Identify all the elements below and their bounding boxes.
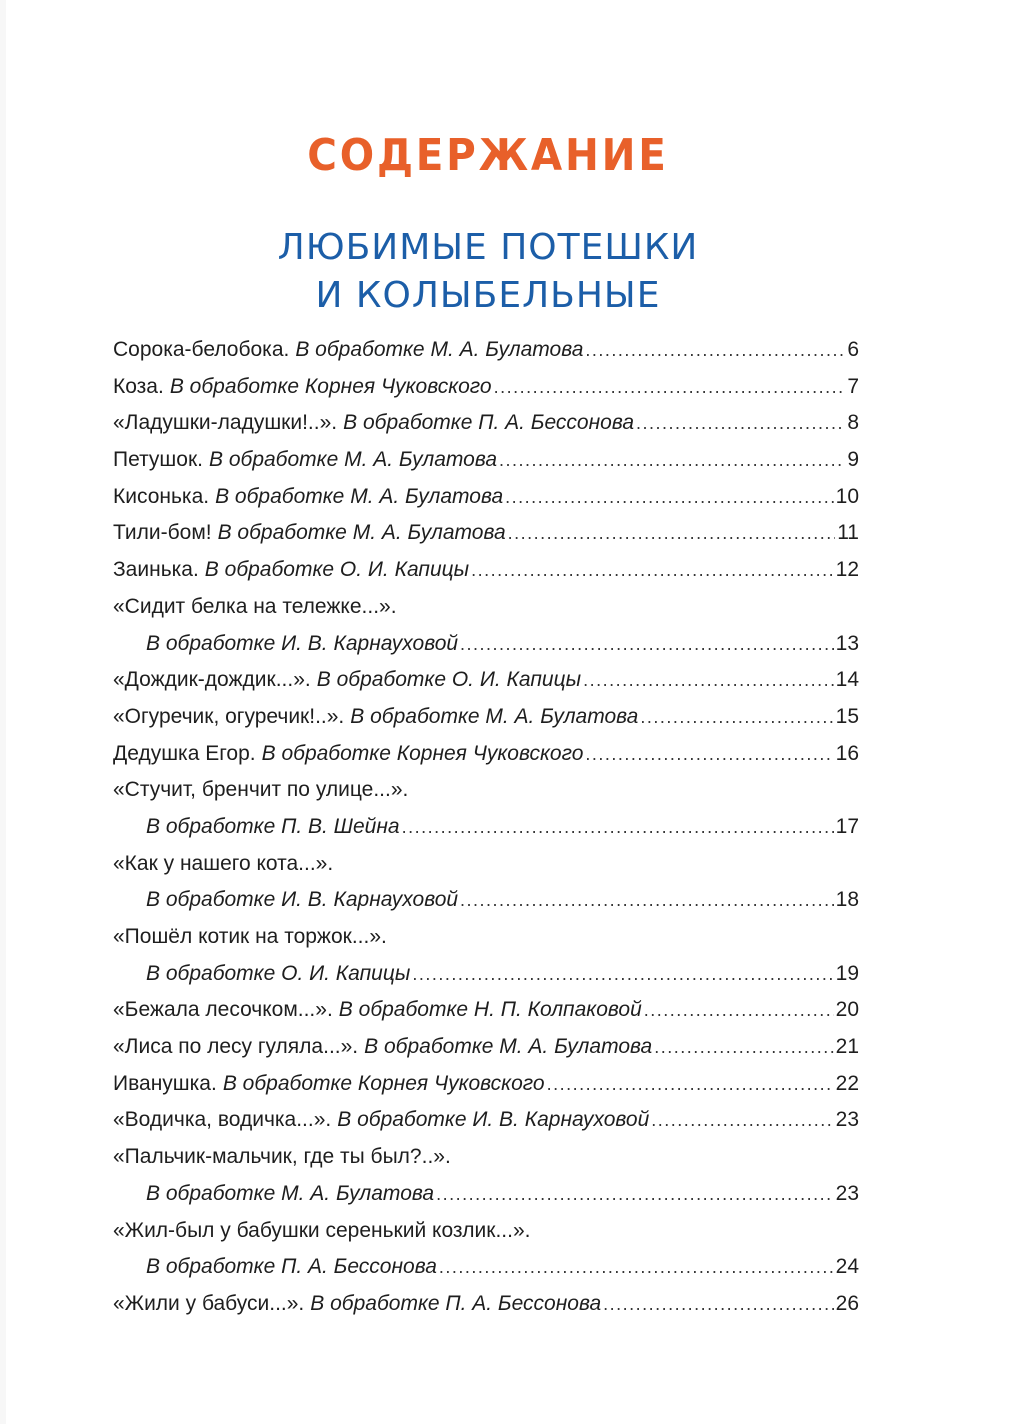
page-edge: [0, 0, 6, 1424]
toc-entry-line: [113, 1286, 859, 1323]
toc-entry-adaptation-line: [113, 956, 859, 993]
toc-entry-line: [113, 515, 859, 552]
toc-entry[interactable]: [113, 369, 859, 406]
toc-entry[interactable]: [113, 699, 859, 736]
dot-leader: [439, 1249, 834, 1286]
toc-entry-title: «Пошёл котик на торжок...».: [113, 925, 387, 948]
toc-entry-adaptation: В обработке П. А. Бессонова: [310, 1291, 602, 1315]
toc-entry-line: [113, 369, 859, 406]
toc-entry[interactable]: [113, 442, 859, 479]
toc-entry[interactable]: [113, 1066, 859, 1103]
toc-entry-title: Тили-бом!: [113, 521, 212, 545]
toc-entry-title: «Как у нашего кота...».: [113, 851, 334, 875]
toc-entry-page-number: 20: [835, 998, 859, 1022]
toc-entry-adaptation: В обработке О. И. Капицы: [316, 668, 582, 692]
section-title: [0, 224, 976, 320]
toc-entry-page-number: 12: [835, 558, 859, 582]
section-title-line-1: ЛЮБИМЫЕ ПОТЕШКИ: [277, 227, 699, 268]
toc-entry-adaptation: В обработке М. А. Булатова: [350, 704, 639, 728]
toc-entry-adaptation: В обработке М. А. Булатова: [146, 1181, 435, 1205]
dot-leader: [471, 552, 834, 589]
toc-entry-title: «Водичка, водичка...».: [113, 1108, 332, 1132]
toc-entry-adaptation: В обработке М. А. Булатова: [208, 448, 498, 472]
toc-entry-title: Иванушка.: [113, 1071, 217, 1095]
toc-entry[interactable]: [113, 479, 859, 516]
toc-entry-line: [113, 405, 859, 442]
toc-entry-adaptation: В обработке Н. П. Колпаковой: [338, 998, 642, 1022]
dot-leader: [508, 515, 836, 552]
toc-entry-adaptation: В обработке И. В. Карнауховой: [337, 1108, 650, 1132]
toc-entry-page-number: 22: [835, 1071, 859, 1095]
toc-entry-page-number: 10: [835, 484, 859, 508]
toc-entry-title-line: [113, 772, 859, 809]
toc-entry-title: «Пальчик-мальчик, где ты был?..».: [113, 1145, 451, 1169]
toc-entry-title: «Жил-был у бабушки серенький козлик...».: [113, 1218, 531, 1242]
toc-entry-page-number: 15: [835, 704, 859, 728]
toc-entry-title: «Лиса по лесу гуляла...».: [113, 1035, 359, 1059]
table-of-contents: [113, 332, 859, 1323]
toc-entry[interactable]: [113, 992, 859, 1029]
dot-leader: [402, 809, 834, 846]
toc-entry[interactable]: [113, 1213, 859, 1286]
toc-entry-adaptation: В обработке О. И. Капицы: [146, 961, 411, 985]
toc-entry-page-number: 7: [847, 374, 859, 398]
toc-entry-adaptation: В обработке Корнея Чуковского: [169, 374, 492, 398]
toc-entry-line: [113, 699, 859, 736]
toc-entry[interactable]: [113, 589, 859, 662]
toc-entry-line: [113, 552, 859, 589]
toc-entry-title: Петушок.: [113, 448, 203, 472]
toc-entry-adaptation: В обработке М. А. Булатова: [295, 338, 584, 361]
toc-entry-adaptation: В обработке П. А. Бессонова: [146, 1255, 437, 1279]
toc-entry[interactable]: [113, 552, 859, 589]
page-title: СОДЕРЖАНИЕ: [307, 130, 669, 181]
toc-entry[interactable]: [113, 1139, 859, 1212]
dot-leader: [547, 1066, 834, 1103]
toc-entry[interactable]: [113, 332, 859, 369]
toc-entry-title: Дедушка Егор.: [113, 741, 256, 765]
toc-entry-title: «Дождик-дождик...».: [113, 668, 311, 692]
toc-entry-title: Коза.: [113, 374, 164, 398]
toc-entry-title-line: [113, 1139, 859, 1176]
toc-entry-title: «Огуречик, огуречик!..».: [113, 704, 345, 728]
dot-leader: [460, 882, 834, 919]
toc-entry-page-number: 18: [835, 888, 859, 912]
toc-entry-page-number: 8: [847, 411, 859, 435]
toc-entry-page-number: 23: [835, 1108, 859, 1132]
dot-leader: [412, 956, 833, 993]
toc-entry-adaptation: В обработке И. В. Карнауховой: [146, 888, 459, 912]
toc-entry-adaptation: В обработке О. И. Капицы: [204, 558, 470, 582]
toc-entry-line: [113, 479, 859, 516]
toc-entry-title-line: [113, 1213, 859, 1250]
dot-leader: [654, 1029, 833, 1066]
toc-entry[interactable]: [113, 919, 859, 992]
toc-entry-adaptation-line: [113, 882, 859, 919]
dot-leader: [505, 479, 833, 516]
toc-entry-line: [113, 992, 859, 1029]
toc-entry-title: «Жили у бабуси...».: [113, 1291, 305, 1315]
toc-entry-adaptation: В обработке Корнея Чуковского: [222, 1071, 545, 1095]
dot-leader: [585, 736, 833, 773]
toc-entry-adaptation-line: [113, 809, 859, 846]
toc-entry-title: Кисонька.: [113, 484, 210, 508]
toc-entry-page-number: 9: [847, 448, 859, 472]
toc-entry-title-line: [113, 589, 859, 626]
dot-leader: [499, 442, 845, 479]
toc-entry-line: [113, 442, 859, 479]
toc-entry-line: [113, 662, 859, 699]
dot-leader: [603, 1286, 834, 1323]
toc-entry[interactable]: [113, 1029, 859, 1066]
toc-entry-page-number: 26: [835, 1291, 859, 1315]
toc-entry-title: Заинька.: [113, 558, 199, 582]
toc-entry-line: [113, 736, 859, 773]
toc-entry-page-number: 24: [835, 1255, 859, 1279]
toc-entry-title-line: [113, 846, 859, 883]
dot-leader: [644, 992, 834, 1029]
dot-leader: [585, 332, 845, 369]
dot-leader: [640, 699, 833, 736]
toc-entry[interactable]: [113, 1102, 859, 1139]
toc-entry-page-number: 14: [835, 668, 859, 692]
toc-entry-line: [113, 332, 859, 369]
toc-entry-title-line: [113, 919, 859, 956]
toc-entry[interactable]: [113, 736, 859, 773]
toc-entry-page-number: 17: [835, 814, 859, 838]
toc-entry-title: «Стучит, бренчит по улице...».: [113, 778, 409, 802]
dot-leader: [494, 369, 846, 406]
toc-entry-page-number: 21: [835, 1035, 859, 1059]
toc-entry[interactable]: [113, 1286, 859, 1323]
toc-entry-page-number: 6: [847, 338, 859, 361]
toc-entry-line: [113, 1102, 859, 1139]
toc-entry-title: Сорока-белобока.: [113, 338, 290, 361]
toc-entry-adaptation-line: [113, 1249, 859, 1286]
dot-leader: [636, 405, 845, 442]
toc-entry-page-number: 23: [835, 1181, 859, 1205]
toc-entry-adaptation: В обработке М. А. Булатова: [215, 484, 504, 508]
toc-entry-adaptation: В обработке И. В. Карнауховой: [146, 631, 459, 655]
dot-leader: [436, 1176, 834, 1213]
toc-entry-title: «Сидит белка на тележке...».: [113, 594, 397, 618]
toc-entry-title: «Ладушки-ладушки!..».: [113, 411, 338, 435]
toc-entry-adaptation: В обработке М. А. Булатова: [364, 1035, 653, 1059]
dot-leader: [651, 1102, 833, 1139]
toc-entry-page-number: 11: [837, 521, 859, 545]
toc-entry-page-number: 16: [835, 741, 859, 765]
toc-entry-adaptation-line: [113, 1176, 859, 1213]
section-title-line-2: И КОЛЫБЕЛЬНЫЕ: [315, 275, 661, 316]
toc-entry-adaptation: В обработке П. А. Бессонова: [343, 411, 634, 435]
toc-entry[interactable]: [113, 515, 859, 552]
toc-entry-page-number: 19: [835, 961, 859, 985]
toc-entry-adaptation: В обработке П. В. Шейна: [146, 814, 400, 838]
toc-entry[interactable]: [113, 772, 859, 845]
toc-entry-adaptation-line: [113, 626, 859, 663]
toc-entry-adaptation: В обработке Корнея Чуковского: [261, 741, 584, 765]
dot-leader: [460, 626, 834, 663]
dot-leader: [583, 662, 834, 699]
toc-entry[interactable]: [113, 846, 859, 919]
toc-entry-line: [113, 1029, 859, 1066]
toc-entry-title: «Бежала лесочком...».: [113, 998, 333, 1022]
toc-entry-adaptation: В обработке М. А. Булатова: [217, 521, 506, 545]
toc-entry-page-number: 13: [835, 631, 859, 655]
toc-entry[interactable]: [113, 405, 859, 442]
toc-entry[interactable]: [113, 662, 859, 699]
toc-entry-line: [113, 1066, 859, 1103]
